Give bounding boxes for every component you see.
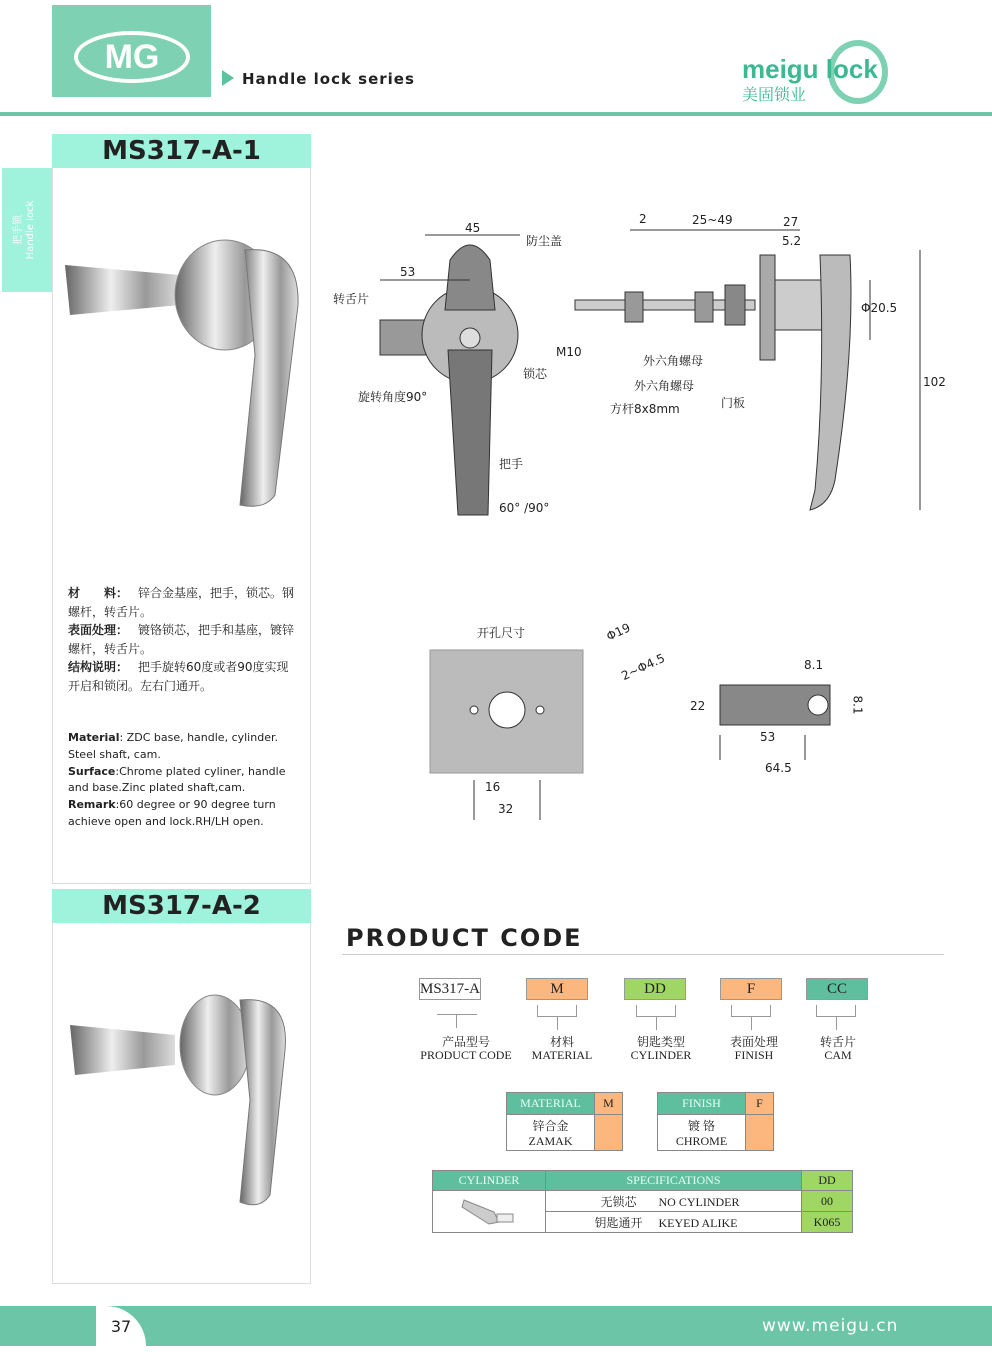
spec-row: 钥匙通开 KEYED ALIKE: [546, 1212, 802, 1233]
website-url: www.meigu.cn: [762, 1316, 899, 1336]
logo-text: MG: [74, 31, 190, 83]
caption-cam: 转舌片 CAM: [819, 1035, 856, 1062]
spec-surface-en: Surface:Chrome plated cyliner, handle and base.Zinc plated shaft,cam.: [68, 764, 286, 795]
dim-16: 16: [485, 780, 501, 794]
cylinder-table: [432, 1170, 853, 1233]
mg-logo: [52, 5, 211, 97]
cylinder-icon: [433, 1191, 546, 1233]
cam-dim-8-1a: 8.1: [804, 658, 824, 672]
label-nut2: 外六角螺母: [634, 379, 695, 393]
label-m10: M10: [556, 345, 582, 359]
brand-name-cn: 美固锁业: [742, 85, 807, 104]
bracket: [537, 1005, 577, 1017]
spec-surface-cn: 表面处理： 镀铬锁芯，把手和基座，镀锌螺杆，转舌片。: [68, 623, 295, 656]
dim-53: 53: [400, 265, 416, 279]
material-value: 锌合金 ZAMAK: [507, 1115, 595, 1151]
spec-en: [68, 730, 303, 831]
cylinder-header: CYLINDER: [433, 1171, 546, 1191]
bracket: [636, 1005, 676, 1017]
cam-dim-53: 53: [760, 730, 776, 744]
finish-table: [657, 1092, 774, 1151]
label-handle: 把手: [499, 457, 524, 471]
cam-dim-22: 22: [690, 699, 706, 713]
caption-model: 产品型号 PRODUCT CODE: [420, 1035, 512, 1062]
dim-102: 102: [923, 375, 946, 389]
caption-cylinder: 钥匙类型 CYLINDER: [630, 1035, 692, 1062]
finish-value: 镀 铬 CHROME: [658, 1115, 746, 1151]
spec-cn: [68, 584, 298, 695]
product1-photo: [60, 235, 300, 515]
product-code-divider: [342, 954, 944, 955]
spec-remark-en: Remark:60 degree or 90 degree turn achieve open and lock.RH/LH open.: [68, 798, 276, 828]
product2-photo: [65, 990, 295, 1215]
label-rotation: 旋转角度90°: [358, 390, 428, 404]
bracket: [731, 1005, 771, 1017]
side-tab-label: [13, 175, 37, 285]
label-nut1: 外六角螺母: [643, 354, 704, 368]
spec-remark-cn: 结构说明： 把手旋转60度或者90度实现开启和锁闭。左右门通开。: [68, 660, 289, 693]
spec-row: 无锁芯 NO CYLINDER: [546, 1191, 802, 1212]
label-door: 门板: [721, 396, 746, 410]
brand-name: meigu lock: [742, 54, 878, 84]
label-cam: 转舌片: [333, 292, 370, 306]
spec-code: K065: [802, 1212, 853, 1233]
dd-header: DD: [802, 1171, 853, 1191]
series-title: Handle lock series: [222, 70, 415, 88]
product-code-title: PRODUCT CODE: [346, 924, 583, 952]
dim-d4-5: 2~Φ4.5: [619, 650, 668, 684]
spec-code: 00: [802, 1191, 853, 1212]
header-divider: [0, 112, 992, 116]
code-finish: F: [720, 978, 782, 1000]
code-cylinder: DD: [624, 978, 686, 1000]
bracket: [437, 1003, 477, 1015]
spec-material-en: Material: ZDC base, handle, cylinder. Steel shaft, cam.: [68, 731, 278, 761]
material-header: MATERIAL: [507, 1093, 595, 1115]
material-table: [506, 1092, 623, 1151]
material-code: M: [595, 1093, 623, 1115]
spec-header: SPECIFICATIONS: [546, 1171, 802, 1191]
code-cam: CC: [806, 978, 868, 1000]
dim-32: 32: [498, 802, 514, 816]
caption-material: 材料 MATERIAL: [531, 1035, 593, 1062]
dim-5-2: 5.2: [782, 234, 802, 248]
finish-code: F: [746, 1093, 774, 1115]
code-material: M: [526, 978, 588, 1000]
side-cn: 把手锁: [13, 215, 24, 245]
label-dust-cover: 防尘盖: [526, 234, 563, 248]
spec-material-cn: 材 料： 锌合金基座，把手，锁芯。钢螺杆，转舌片。: [68, 586, 295, 619]
dim-20-5: Φ20.5: [861, 301, 898, 315]
cam-dim-64-5: 64.5: [765, 761, 792, 775]
product2-title: MS317-A-2: [52, 889, 311, 923]
code-model: MS317-A: [419, 978, 481, 1000]
label-shaft: 方杆8x8mm: [610, 402, 680, 416]
dim-25-49: 25~49: [692, 213, 733, 227]
dim-d19: Φ19: [604, 620, 633, 644]
dim-2: 2: [639, 212, 647, 226]
dim-27: 27: [783, 215, 799, 229]
cam-dim-8-1b: 8.1: [850, 695, 865, 715]
cutout-title: 开孔尺寸: [477, 626, 526, 640]
bracket: [816, 1005, 856, 1017]
page-number: 37: [96, 1306, 146, 1346]
finish-header: FINISH: [658, 1093, 746, 1115]
product1-title: MS317-A-1: [52, 134, 311, 168]
caption-finish: 表面处理 FINISH: [729, 1035, 778, 1062]
label-core: 锁芯: [523, 367, 548, 381]
dim-45: 45: [465, 221, 481, 235]
label-angle: 60° /90°: [499, 501, 550, 515]
side-en: Handle lock: [25, 200, 36, 260]
